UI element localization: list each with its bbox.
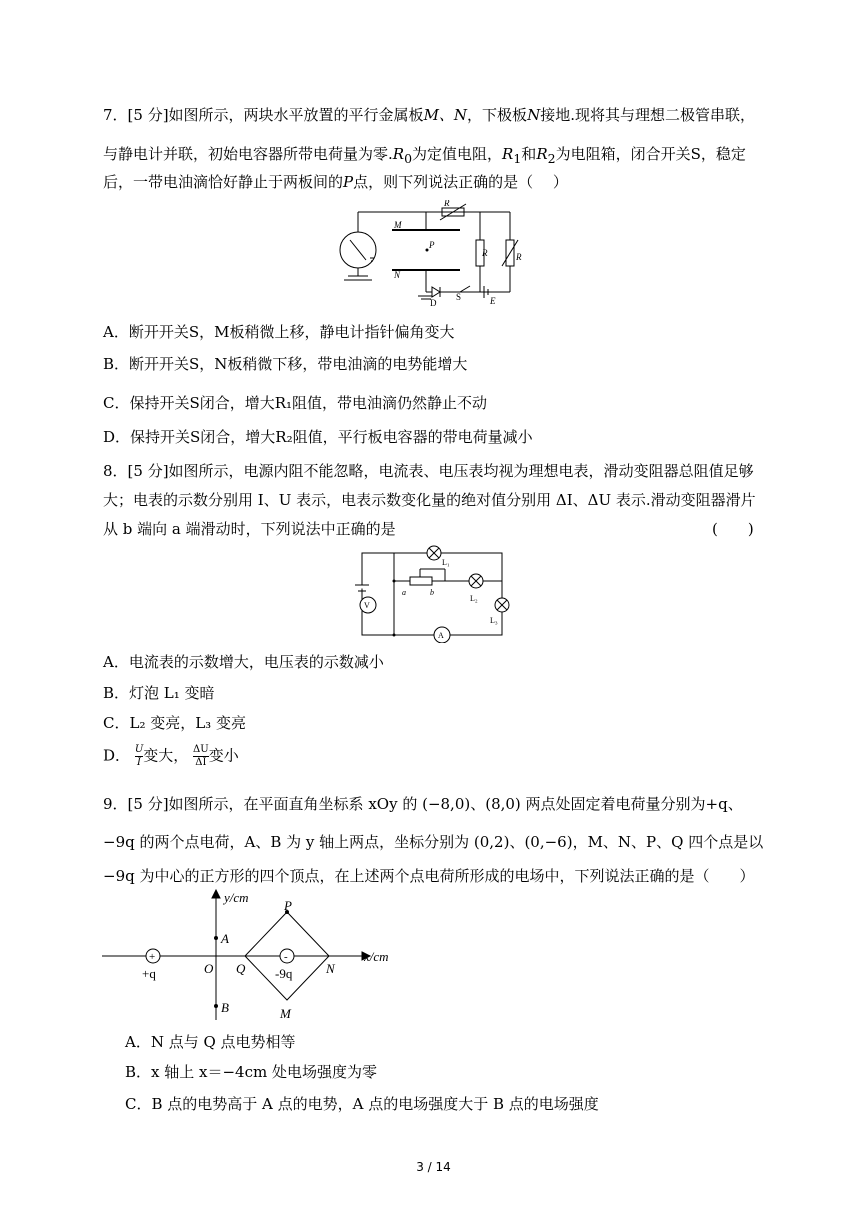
page-number: 3 / 14: [416, 1160, 451, 1174]
q7-r1: R: [502, 145, 514, 163]
frac-den: ΔI: [193, 756, 209, 769]
q7-text: 与静电计并联，初始电容器所带电荷量为零.: [103, 145, 393, 163]
fig-point-a: A: [221, 931, 229, 946]
frac-num: ΔU: [193, 744, 209, 755]
q7-text: 为电阻箱，闭合开关S，稳定: [555, 145, 746, 163]
fig-label-r1: R: [516, 252, 522, 262]
fig-label-p: P: [429, 240, 435, 250]
fig-point-b: B: [221, 1000, 229, 1015]
fig-point-p: P: [284, 898, 292, 913]
q9-line-1: 9．[5 分]如图所示，在平面直角坐标系 xOy 的 (−8,0)、(8,0) 两点处固定着电荷量分别为+q、: [103, 795, 743, 813]
frac-den: I: [135, 756, 143, 769]
fig-origin-o: O: [204, 961, 214, 976]
q9-option-a[interactable]: A．N 点与 Q 点电势相等: [125, 1033, 296, 1051]
q7-plate-n: N: [527, 106, 541, 124]
fraction-u-over-i: [135, 744, 143, 769]
fig-plus-sign: +: [149, 951, 156, 963]
q8-option-a[interactable]: A．电流表的示数增大，电压表的示数减小: [103, 653, 384, 671]
fig-label-r2: R: [444, 200, 450, 208]
q8-option-d-mid: 变大，: [143, 746, 189, 765]
q7-option-a[interactable]: A．断开开关S，M板稍微上移，静电计指针偏角变大: [103, 323, 455, 341]
fig-ammeter-label: A: [438, 631, 444, 640]
q7-text: 7．[5 分]如图所示，两块水平放置的平行金属板: [103, 106, 424, 124]
fig-label-m: M: [394, 220, 402, 230]
q8-option-b[interactable]: B．灯泡 L₁ 变暗: [103, 684, 215, 702]
fig-label-r0: R: [482, 248, 488, 258]
q7-r2: R: [536, 145, 548, 163]
q7-plates: M、N: [423, 106, 468, 124]
q8-option-d-prefix: D．: [103, 746, 131, 765]
q7-r2-sub: 2: [547, 151, 556, 166]
fraction-du-over-di: [193, 744, 209, 769]
fig-b-label: b: [430, 588, 434, 597]
fig-point-q: Q: [236, 961, 246, 976]
q8-option-d[interactable]: [103, 744, 239, 769]
q8-answer-paren: ( ): [712, 520, 754, 538]
fig-y-label: y/cm: [224, 890, 249, 905]
q9-option-b[interactable]: B．x 轴上 x＝−4cm 处电场强度为零: [125, 1063, 377, 1081]
q7-line-3: [103, 172, 568, 192]
q9-line-3: −9q 为中心的正方形的四个顶点，在上述两个点电荷所形成的电场中，下列说法正确的是（ ）: [103, 867, 755, 885]
fig-point-n: N: [326, 961, 335, 976]
q7-circuit-figure: [330, 200, 540, 310]
q7-option-c[interactable]: C．保持开关S闭合，增大R₁阻值，带电油滴仍然静止不动: [103, 394, 488, 412]
q8-line-2: 大；电表的示数分别用 I、U 表示，电表示数变化量的绝对值分别用 ΔI、ΔU 表示.滑动变阻器滑片: [103, 491, 756, 509]
q8-line-1: 8．[5 分]如图所示，电源内阻不能忽略，电流表、电压表均视为理想电表，滑动变阻器总阻值足够: [103, 462, 754, 480]
fig-l1-label: L₁: [442, 558, 450, 567]
q7-text: 为定值电阻，: [412, 145, 503, 163]
q7-r1-sub: 1: [513, 151, 522, 166]
q9-coordinate-figure: [100, 886, 410, 1026]
q7-line-1: [103, 105, 755, 125]
fig-label-s: S: [456, 292, 462, 302]
fig-point-m: M: [280, 1006, 291, 1021]
fig-charge-plus-q: +q: [142, 966, 156, 981]
q8-option-c[interactable]: C．L₂ 变亮，L₃ 变亮: [103, 714, 246, 732]
fig-minus-sign: -: [284, 951, 288, 963]
q7-line-2: [103, 144, 746, 169]
fig-label-e: E: [490, 296, 496, 306]
q9-option-c[interactable]: C．B 点的电势高于 A 点的电势，A 点的电场强度大于 B 点的电场强度: [125, 1095, 599, 1113]
fig-charge-minus-9q: -9q: [275, 966, 293, 981]
q9-line-2: −9q 的两个点电荷，A、B 为 y 轴上两点，坐标分别为 (0,2)、(0,−6)，M、N、P、Q 四个点是以: [103, 833, 764, 851]
q7-text: 接地.现将其与理想二极管串联，: [540, 106, 755, 124]
fig-voltmeter-label: V: [364, 601, 370, 610]
q7-r0: R: [392, 145, 405, 163]
q7-r0-sub: 0: [404, 151, 413, 166]
q7-point-p: P: [343, 173, 354, 191]
fig-label-n: N: [394, 270, 401, 280]
fig-a-label: a: [402, 588, 406, 597]
q8-line-3: 从 b 端向 a 端滑动时，下列说法中正确的是: [103, 520, 396, 538]
q7-option-d[interactable]: D．保持开关S闭合，增大R₂阻值，平行板电容器的带电荷量减小: [103, 428, 533, 446]
frac-num: U: [134, 744, 144, 755]
q7-text: ，下极板: [467, 106, 528, 124]
fig-l2-label: L₂: [470, 594, 478, 603]
q7-text: 点，则下列说法正确的是（ ）: [353, 173, 568, 191]
q8-option-d-end: 变小: [208, 746, 239, 765]
fig-x-label: x/cm: [364, 949, 389, 964]
fig-label-d: D: [430, 298, 437, 308]
q7-text: 和: [521, 145, 537, 163]
q7-text: 后，一带电油滴恰好静止于两板间的: [103, 173, 344, 191]
fig-l3-label: L₃: [490, 616, 498, 625]
q7-option-b[interactable]: B．断开开关S，N板稍微下移，带电油滴的电势能增大: [103, 355, 468, 373]
q8-circuit-figure: [350, 543, 510, 643]
